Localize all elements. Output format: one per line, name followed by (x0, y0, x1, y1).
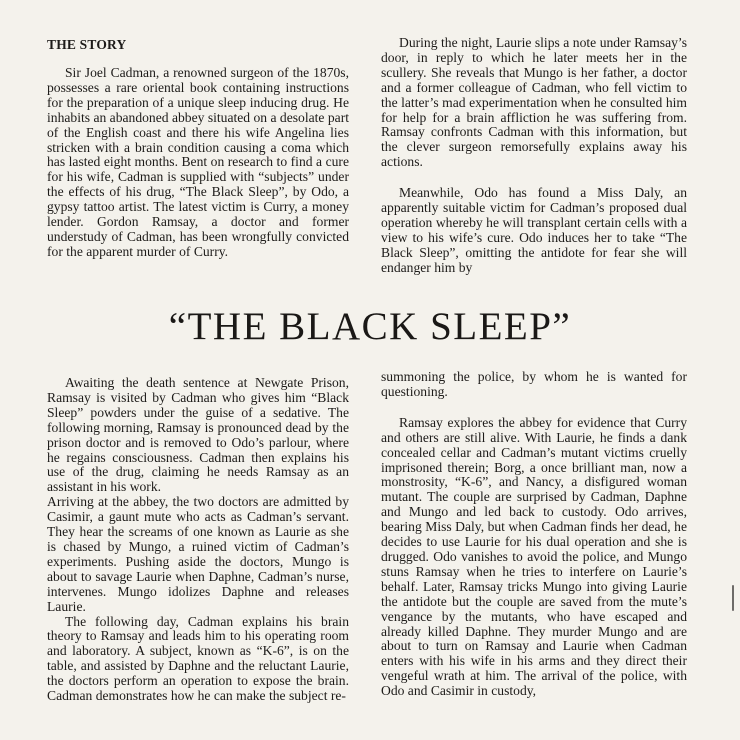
story-column-bottom-left (47, 376, 349, 704)
paragraph: The following day, Cadman explains his brain theory to Ramsay and leads him to his operating room and laboratory. A subject, known as “K-6”, is on the table, and assisted by Daphne and the reluctant Laurie, the doctors perform an operation to expose the brain. Cadman demonstrates how he can make the subject re- (47, 613, 349, 704)
paragraph: Meanwhile, Odo has found a Miss Daly, an apparently suitable victim for Cadman’s proposed dual operation whereby he will transplant certain cells with a view to his wife’s cure. Odo induces her to take “The Black Sleep”, omitting the antidote for fear she will endanger him by (381, 185, 687, 275)
page-title: “THE BLACK SLEEP” (168, 305, 572, 348)
paragraph: During the night, Laurie slips a note under Ramsay’s door, in reply to which he later meets her in the scullery. She reveals that Mungo is her father, a doctor and a former colleague of Cadman, who fell victim to the latter’s mad experimentation when he consulted him for help for a brain affliction he was suffering from. Ramsay confronts Cadman with this information, but the clever surgeon remorsefully explains away his actions. (381, 35, 687, 170)
paragraph: Sir Joel Cadman, a renowned surgeon of the 1870s, possesses a rare oriental book containing instructions for the preparation of a unique sleep inducing drug. He inhabits an abandoned abbey situated on a desolate part of the English coast and there his wife Angelina lies stricken with a brain condition causing a coma which has lasted eight months. Bent on research to find a cure for his wife, Cadman is supplied with “subjects” under the effects of his drug, “The Black Sleep”, by Odo, a gypsy tattoo artist. The latest victim is Curry, a money lender. Gordon Ramsay, a doctor and former understudy of Cadman, has been wrongfully convicted for the apparent murder of Curry. (47, 65, 349, 259)
story-column-bottom-right (381, 370, 687, 699)
section-heading: THE STORY (47, 37, 127, 52)
paragraph: Ramsay explores the abbey for evidence that Curry and others are still alive. With Laurie, he finds a dank concealed cellar and Cadman’s mutant victims cruelly imprisoned therein; Borg, a once brilliant man, now a monstrosity, “K-6”, and Nancy, a disfigured woman mutant. The couple are surprised by Cadman, Daphne and Mungo and led back to custody. Odo arrives, bearing Miss Daly, but when Cadman finds her dead, he decides to use Laurie for his dual operation and she is drugged. Odo vanishes to avoid the police, and Mungo stuns Ramsay when he tries to interfere on Laurie’s behalf. Later, Ramsay tricks Mungo into giving Laurie the antidote but the couple are saved from the mute’s vengance by the mutants, who have escaped and already killed Daphne. They murder Mungo and are about to turn on Ramsay and Laurie when Cadman enters with his wife in his arms and they direct their vengeful wrath at him. The arrival of the police, with Odo and Casimir in custody, (381, 414, 687, 699)
story-column-top-right (381, 36, 687, 276)
paragraph: Awaiting the death sentence at Newgate Prison, Ramsay is visited by Cadman who gives him “Black Sleep” powders under the guise of a sedative. The following morning, Ramsay is pronounced dead by the prison doctor and is removed to Odo’s parlour, where he regains consciousness. Cadman then explains his use of the drug, claiming he needs Ramsay as an assistant in his work. (47, 375, 349, 495)
paragraph: Arriving at the abbey, the two doctors are admitted by Casimir, a gaunt mute who acts as Cadman’s servant. They hear the screams of one known as Laurie as she is chased by Mungo, a ruined victim of Cadman’s experiments. Pushing aside the doctors, Mungo is about to savage Laurie when Daphne, Cadman’s nurse, intervenes. Mungo idolizes Daphne and releases Laurie. (47, 494, 349, 614)
paragraph: summoning the police, by whom he is wanted for questioning. (381, 369, 687, 399)
page-edge-mark (732, 585, 734, 611)
story-column-top-left (47, 66, 349, 260)
